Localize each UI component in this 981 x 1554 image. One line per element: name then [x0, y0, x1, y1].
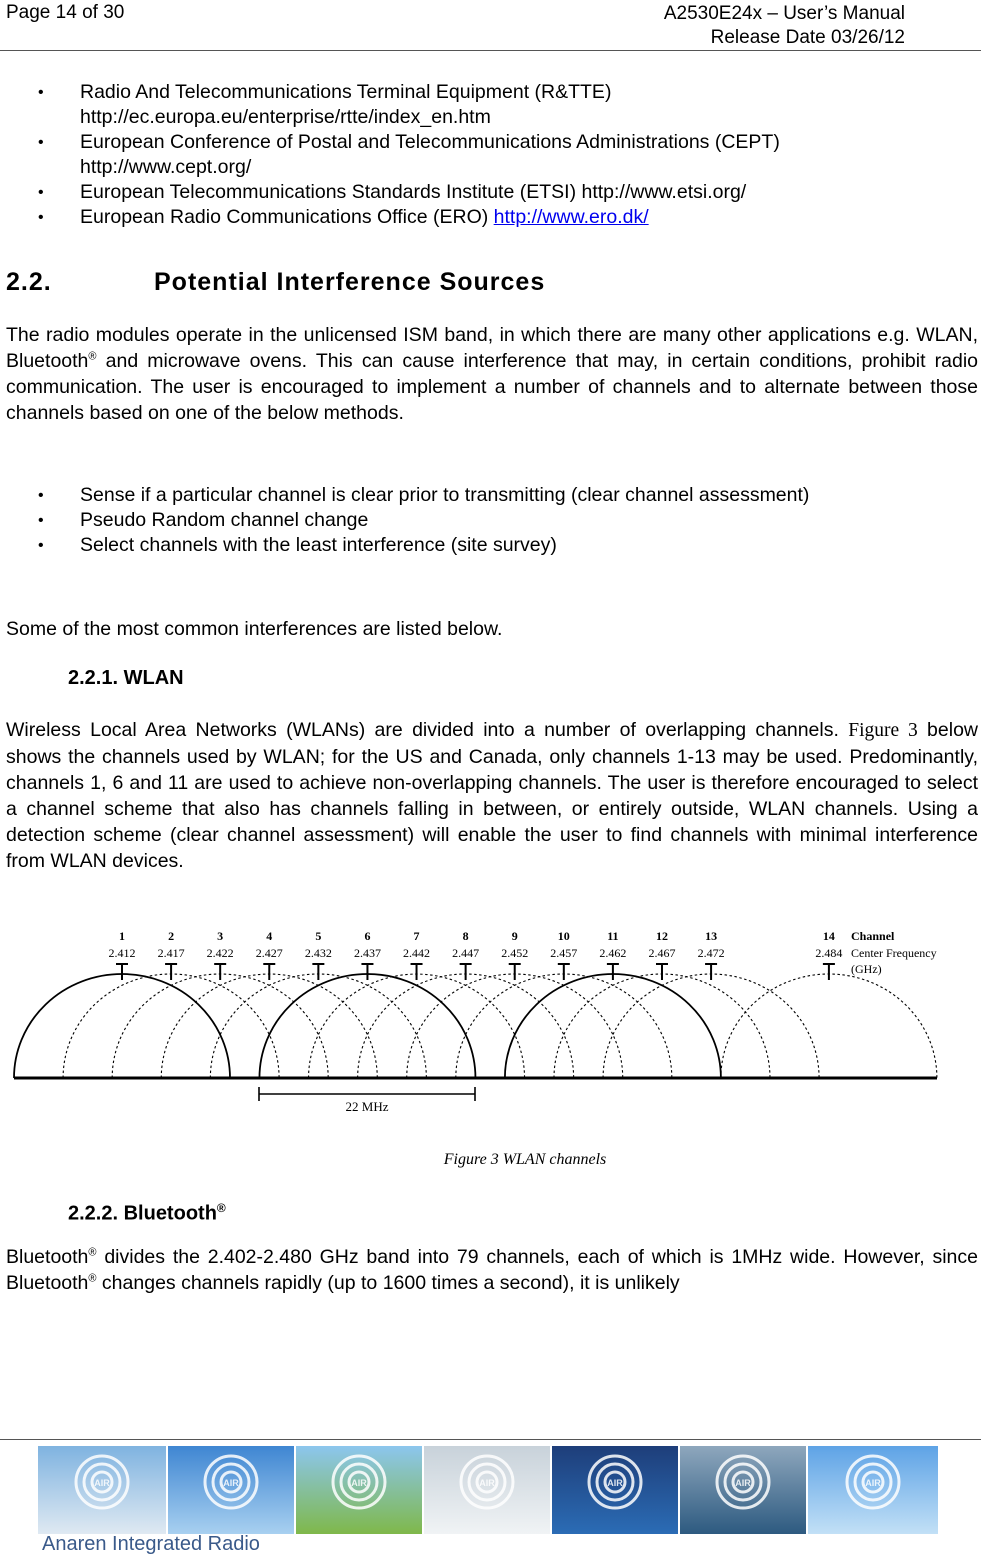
channel-tick	[361, 964, 373, 980]
channel-arc-6	[259, 974, 475, 1078]
wlan-channel-diagram	[0, 915, 981, 1120]
channel-tick	[607, 964, 619, 980]
channel-arc-9	[407, 974, 623, 1078]
figure-ref: Figure 3	[848, 720, 918, 741]
channel-number: 3	[217, 929, 224, 943]
air-badge: AIR	[607, 1478, 623, 1488]
anaren-footer-banner	[38, 1444, 938, 1554]
channel-tick	[558, 964, 570, 980]
channel-tick	[509, 964, 521, 980]
channel-tick	[705, 964, 717, 980]
air-badge: AIR	[735, 1478, 751, 1488]
legend-unit: (GHz)	[851, 962, 882, 976]
list-item: • Radio And Telecommunications Terminal Equipment (R&TTE) http://ec.europa.eu/enterprise/rtte/index_en.htm	[0, 80, 780, 130]
standards-list	[0, 80, 780, 230]
list-item: • European Conference of Postal and Telecommunications Administrations (CEPT) http://www.cept.org/	[0, 130, 780, 180]
channel-tick	[823, 964, 835, 980]
channel-tick	[656, 964, 668, 980]
channel-tick	[165, 964, 177, 980]
channel-frequency: 2.462	[599, 946, 627, 960]
channel-arc-8	[358, 974, 574, 1078]
channel-number: 6	[364, 929, 371, 943]
channel-number: 14	[822, 929, 835, 943]
channel-frequency: 2.472	[697, 946, 725, 960]
release-date: Release Date 03/26/12	[710, 27, 905, 48]
channel-arc-3	[112, 974, 328, 1078]
list-item: • Pseudo Random channel change	[0, 508, 809, 533]
channel-number: 7	[413, 929, 420, 943]
channel-number: 11	[607, 929, 619, 943]
channel-frequency: 2.457	[550, 946, 578, 960]
legend-frequency: Center Frequency	[851, 946, 937, 960]
channel-arc-2	[63, 974, 279, 1078]
channel-number: 4	[266, 929, 273, 943]
channel-tick	[214, 964, 226, 980]
channel-frequency: 2.422	[206, 946, 234, 960]
wlan-paragraph: Wireless Local Area Networks (WLANs) are divided into a number of overlapping channels. Figure 3 below shows the channels used by WLAN; for the US and Canada, only channels 1-13 may be used. Predominantly, channels 1, 6 and 11 are used to achieve non-overlapping channels. The user is therefore encouraged to select a channel scheme that also has channels falling in between, or entirely outside, WLAN channels. Using a detection scheme (clear channel assessment) will enable the user to find channels with minimal interference from WLAN devices.	[6, 719, 978, 872]
channel-number: 12	[655, 929, 668, 943]
methods-list	[0, 483, 809, 558]
intro-paragraph: The radio modules operate in the unlicensed ISM band, in which there are many other applications e.g. WLAN, Bluetooth® and microwave ovens. This can cause interference that may, in certain conditions, prohibit radio communication. The user is encouraged to implement a number of channels and to alternate between those channels based on one of the below methods.	[6, 324, 978, 424]
header-rule	[0, 50, 981, 51]
channel-arc-13	[603, 974, 819, 1078]
channel-arc-4	[161, 974, 377, 1078]
channel-tick	[116, 964, 128, 980]
bluetooth-heading: 2.2.2. Bluetooth®	[68, 1201, 226, 1225]
air-badge: AIR	[479, 1478, 495, 1488]
legend-channel: Channel	[851, 929, 895, 943]
air-badge: AIR	[351, 1478, 367, 1488]
wlan-heading: 2.2.1. WLAN	[68, 667, 184, 689]
channel-number: 5	[315, 929, 322, 943]
channel-number: 1	[119, 929, 125, 943]
channel-frequency: 2.412	[108, 946, 136, 960]
channel-frequency: 2.432	[304, 946, 332, 960]
channel-arc-12	[554, 974, 770, 1078]
brand-name: Anaren Integrated Radio	[42, 1533, 260, 1554]
page-number: Page 14 of 30	[6, 2, 125, 23]
bandwidth-marker	[259, 1087, 475, 1114]
channel-number: 2	[168, 929, 175, 943]
manual-title: A2530E24x – User’s Manual	[663, 3, 905, 24]
channel-frequency: 2.447	[452, 946, 480, 960]
channel-arc-11	[505, 974, 721, 1078]
channel-frequency: 2.427	[255, 946, 283, 960]
channel-number: 13	[705, 929, 718, 943]
channel-arc-7	[309, 974, 525, 1078]
channel-frequency: 2.437	[353, 946, 381, 960]
figure-caption: Figure 3 WLAN channels	[443, 1151, 607, 1168]
air-badge: AIR	[865, 1478, 881, 1488]
common-paragraph: Some of the most common interferences are listed below.	[6, 618, 503, 640]
channel-arc-10	[456, 974, 672, 1078]
channel-arc-5	[210, 974, 426, 1078]
channel-arc-1	[14, 974, 230, 1078]
list-item: • Sense if a particular channel is clear prior to transmitting (clear channel assessment)	[0, 483, 809, 508]
channel-tick	[411, 964, 423, 980]
section-heading: 2.2. Potential Interference Sources	[6, 268, 546, 296]
air-badge: AIR	[223, 1478, 239, 1488]
channel-tick	[312, 964, 324, 980]
channel-number: 8	[462, 929, 469, 943]
footer-rule	[0, 1439, 981, 1440]
channel-tick	[460, 964, 472, 980]
channel-frequency: 2.442	[403, 946, 431, 960]
channel-frequency: 2.467	[648, 946, 676, 960]
channel-number: 10	[557, 929, 570, 943]
channel-number: 9	[511, 929, 518, 943]
channel-frequency: 2.417	[157, 946, 185, 960]
air-badge: AIR	[94, 1478, 110, 1488]
channel-arc-14	[721, 974, 937, 1078]
list-item: • European Telecommunications Standards Institute (ETSI) http://www.etsi.org/	[0, 180, 780, 205]
channel-tick	[263, 964, 275, 980]
ero-link[interactable]: http://www.ero.dk/	[493, 206, 649, 228]
header-right	[664, 2, 905, 50]
list-item: • European Radio Communications Office (ERO) http://www.ero.dk/	[0, 205, 780, 230]
bluetooth-paragraph: Bluetooth® divides the 2.402-2.480 GHz band into 79 channels, each of which is 1MHz wide. However, since Bluetooth® changes channels rapidly (up to 1600 times a second), it is unlikely	[6, 1246, 978, 1294]
channel-frequency: 2.452	[501, 946, 529, 960]
list-item: • Select channels with the least interference (site survey)	[0, 533, 809, 558]
channel-frequency: 2.484	[815, 946, 843, 960]
bandwidth-label: 22 MHz	[345, 1099, 389, 1114]
